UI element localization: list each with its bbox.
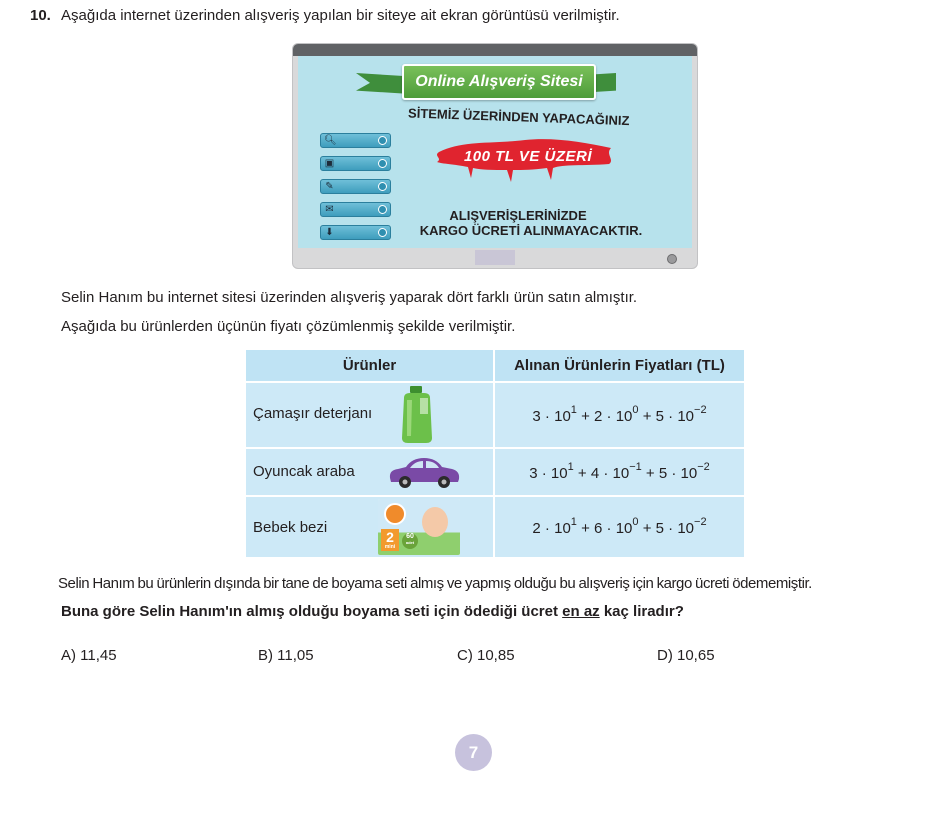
baby-face-icon	[422, 507, 448, 537]
button-dot	[378, 182, 387, 191]
table-row	[245, 448, 745, 496]
base: 10	[677, 407, 695, 425]
coefficient: 6	[594, 519, 603, 537]
search-icon: 🔍︎	[324, 135, 337, 146]
exponent: −2	[694, 403, 707, 416]
option-c[interactable]: C) 10,85	[457, 647, 515, 664]
button-dot	[378, 159, 387, 168]
lock-icon: ▣	[324, 158, 335, 169]
product-cell	[245, 496, 494, 558]
coefficient: 4	[590, 464, 600, 482]
product-name: Oyuncak araba	[253, 463, 355, 480]
question-text: Aşağıda internet üzerinden alışveriş yapılan bir siteye ait ekran görüntüsü verilmiştir.	[61, 7, 620, 24]
base: 10	[615, 519, 633, 537]
paragraph-purchase: Selin Hanım bu internet sitesi üzerinden alışveriş yaparak dört farklı ürün satın almıştır.	[61, 289, 638, 306]
promo-text-line3: KARGO ÜCRETİ ALINMAYACAKTIR.	[419, 223, 643, 238]
price-cell: $3 \cdot 10^1 + 4 \cdot 10^{-1} + 5 \cdot 10^{-2}$	[494, 448, 745, 496]
promo-text-line1: SİTEMİZ ÜZERİNDEN YAPACAĞINIZ	[407, 105, 630, 129]
promo-amount: 100 TL VE ÜZERİ	[463, 148, 593, 165]
base: 10	[615, 407, 633, 425]
diaper-pack-icon	[378, 499, 460, 555]
question-prompt	[61, 603, 684, 620]
site-title-banner: Online Alışveriş Sitesi	[402, 64, 596, 100]
button-dot	[378, 205, 387, 214]
promo-text-line2: ALIŞVERİŞLERİNİZDE	[449, 208, 587, 223]
base: 10	[680, 464, 698, 482]
exponent: −2	[694, 515, 707, 528]
option-a[interactable]: A) 11,45	[61, 647, 117, 664]
coefficient: 5	[655, 407, 664, 425]
paragraph-prices: Aşağıda bu ürünlerden üçünün fiyatı çözümlenmiş şekilde verilmiştir.	[61, 318, 516, 335]
prompt-text-end: kaç liradır?	[599, 603, 684, 620]
base: 10	[677, 519, 695, 537]
pack-size-label: mini	[384, 544, 396, 550]
pack-count: 60	[406, 533, 414, 540]
flower-badge-icon	[384, 503, 406, 525]
pack-size-badge	[381, 529, 399, 551]
table-header-prices: Alınan Ürünlerin Fiyatları (TL)	[494, 349, 745, 382]
pack-size: 2	[386, 529, 394, 545]
side-button-mail	[320, 202, 391, 217]
download-icon: ⬇	[325, 227, 334, 238]
power-button-icon	[667, 254, 677, 264]
paragraph-painting-set: Selin Hanım bu ürünlerin dışında bir tane de boyama seti almış ve yapmış olduğu bu alışveriş için kargo ücreti ödememiştir.	[58, 575, 812, 592]
coefficient: 5	[658, 464, 668, 482]
coefficient: 2	[532, 519, 541, 537]
price-cell: $3 \cdot 10^1 + 2 \cdot 10^0 + 5 \cdot 10^{-2}$	[494, 382, 745, 448]
coefficient: 3	[529, 464, 538, 482]
option-b[interactable]: B) 11,05	[258, 647, 314, 664]
side-button-download	[320, 225, 391, 240]
edit-icon: ✎	[325, 181, 334, 192]
product-cell	[245, 448, 494, 496]
table-header-row	[245, 349, 745, 382]
detergent-bottle-icon	[398, 386, 436, 444]
website-screen	[298, 56, 692, 248]
coefficient: 3	[532, 407, 541, 425]
prompt-text: Buna göre Selin Hanım'ın almış olduğu boyama seti için ödediği ücret	[61, 603, 563, 620]
exponent: 1	[570, 403, 577, 416]
base: 10	[550, 464, 568, 482]
prompt-emphasis: en az	[562, 603, 600, 620]
product-name: Bebek bezi	[253, 519, 328, 536]
question-number: 10.	[30, 7, 51, 24]
toy-car-icon	[386, 454, 462, 490]
coefficient: 5	[655, 519, 664, 537]
mail-icon: ✉	[325, 204, 334, 215]
option-d[interactable]: D) 10,65	[657, 647, 715, 664]
button-dot	[378, 228, 387, 237]
exponent: 0	[632, 403, 639, 416]
base: 10	[612, 464, 630, 482]
table-row	[245, 382, 745, 448]
pack-count-badge	[402, 533, 418, 549]
base: 10	[554, 407, 571, 425]
exponent: 1	[567, 460, 574, 473]
side-button-search	[320, 133, 391, 148]
side-button-edit	[320, 179, 391, 194]
monitor-bezel-top	[293, 44, 697, 56]
table-header-products: Ürünler	[245, 349, 494, 382]
coefficient: 2	[594, 407, 603, 425]
exponent: −2	[697, 460, 710, 473]
product-name: Çamaşır deterjanı	[253, 405, 373, 422]
price-cell: $2 \cdot 10^1 + 6 \cdot 10^0 + 5 \cdot 10^{-2}$	[494, 496, 745, 558]
button-dot	[378, 136, 387, 145]
monitor-illustration	[292, 43, 698, 269]
exponent: 1	[570, 515, 577, 528]
exponent: −1	[629, 460, 642, 473]
pack-count-label: adet	[405, 540, 415, 545]
side-button-lock	[320, 156, 391, 171]
price-table	[245, 349, 745, 558]
product-cell	[245, 382, 494, 448]
base: 10	[554, 519, 571, 537]
table-row	[245, 496, 745, 558]
exponent: 0	[632, 515, 639, 528]
page-number: 7	[455, 734, 492, 771]
monitor-stand	[475, 250, 515, 265]
